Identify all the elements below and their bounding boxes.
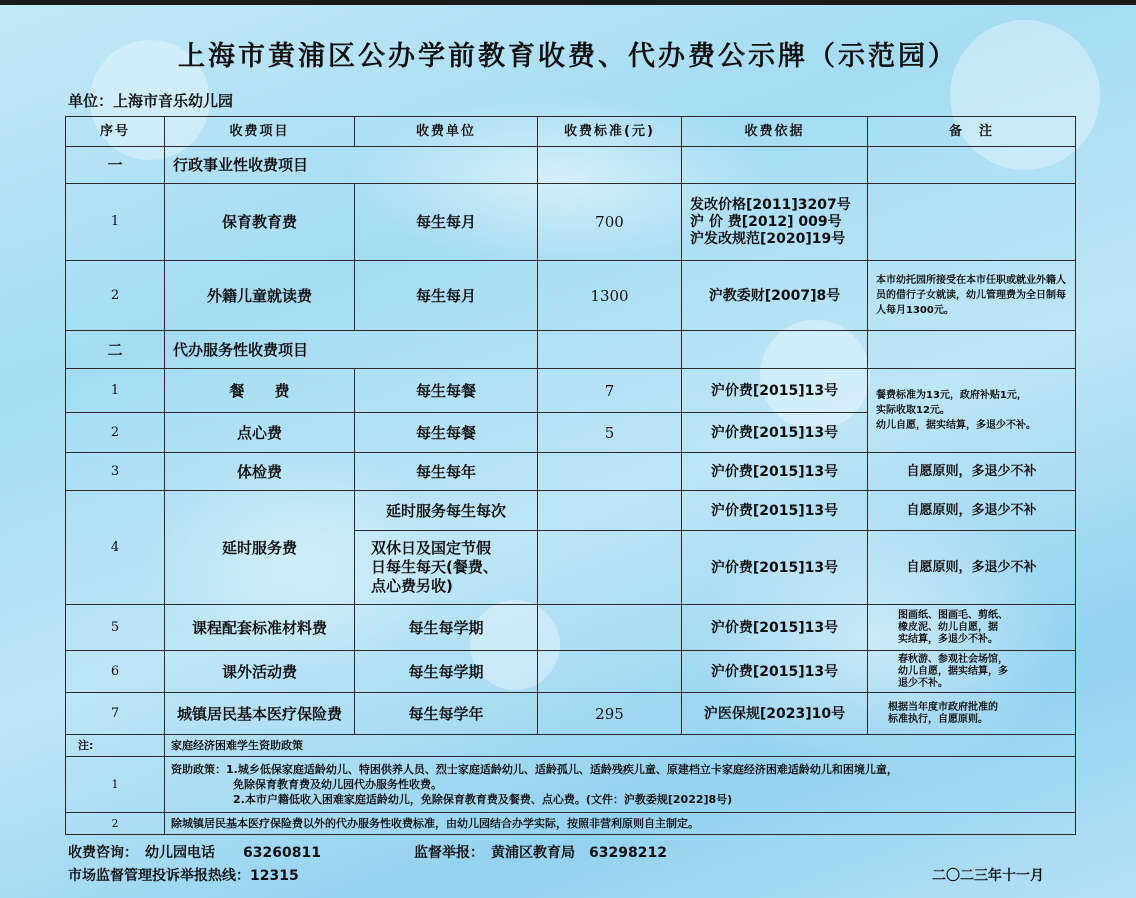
section-row-admin [66,147,1076,184]
row-standard: 7 [538,369,682,413]
row-standard [538,531,682,605]
header-remark: 备 注 [868,117,1076,147]
row-basis: 沪价费[2015]13号 [682,453,868,491]
row-fee-unit: 双休日及国定节假 日每生每天(餐费、 点心费另收) [355,531,538,605]
issue-date: 二〇二三年十一月 [932,868,1044,884]
note-text: 除城镇居民基本医疗保险费以外的代办服务性收费标准，由幼儿园结合办学实际，按照非营利原则自主制定。 [165,813,1076,835]
header-basis: 收费依据 [682,117,868,147]
row-basis: 发改价格[2011]3207号 沪 价 费[2012] 009号 沪发改规范[2020]19号 [682,184,868,261]
row-basis: 沪教委财[2007]8号 [682,261,868,331]
row-fee-unit: 每生每学期 [355,651,538,693]
table-row [66,369,1076,413]
row-remark: 本市幼托园所接受在本市任职或就业外籍人员的借行子女就读，幼儿管理费为全日制每人每月1300元。 [868,261,1076,331]
row-remark: 自愿原则，多退少不补 [868,491,1076,531]
section-seq: 一 [66,147,165,184]
row-item: 体检费 [165,453,355,491]
row-standard: 295 [538,693,682,735]
row-basis: 沪价费[2015]13号 [682,413,868,453]
row-fee-unit: 每生每月 [355,261,538,331]
notes-row [66,757,1076,813]
row-fee-unit: 每生每餐 [355,369,538,413]
table-row [66,651,1076,693]
row-standard: 5 [538,413,682,453]
row-fee-unit: 每生每学年 [355,693,538,735]
row-seq: 6 [66,651,165,693]
fee-consult: 收费咨询： 幼儿园电话 63260811 [68,845,321,861]
row-fee-unit: 每生每月 [355,184,538,261]
row-seq: 1 [66,184,165,261]
header-item: 收费项目 [165,117,355,147]
row-basis: 沪价费[2015]13号 [682,651,868,693]
table-row [66,453,1076,491]
section-seq: 二 [66,331,165,369]
row-standard [538,491,682,531]
notes-row [66,813,1076,835]
row-remark: 春秋游、参观社会场馆， 幼儿自愿，据实结算，多 退少不补。 [868,651,1076,693]
row-fee-unit: 延时服务每生每次 [355,491,538,531]
row-remark: 自愿原则，多退少不补 [868,531,1076,605]
row-item: 保育教育费 [165,184,355,261]
row-basis: 沪医保规[2023]10号 [682,693,868,735]
table-header-row [66,117,1076,147]
table-row [66,261,1076,331]
row-item: 餐 费 [165,369,355,413]
row-standard [538,453,682,491]
row-seq: 7 [66,693,165,735]
table-row [66,605,1076,651]
row-basis: 沪价费[2015]13号 [682,531,868,605]
row-basis: 沪价费[2015]13号 [682,605,868,651]
row-standard: 700 [538,184,682,261]
complaint-hotline: 市场监督管理投诉举报热线：12315 [68,868,299,884]
row-item: 城镇居民基本医疗保险费 [165,693,355,735]
row-fee-unit: 每生每年 [355,453,538,491]
row-item: 外籍儿童就读费 [165,261,355,331]
row-seq: 5 [66,605,165,651]
row-seq: 2 [66,261,165,331]
note-seq: 1 [66,757,165,813]
note-text: 资助政策：1.城乡低保家庭适龄幼儿、特困供养人员、烈士家庭适龄幼儿、适龄孤儿、适龄残疾儿童、原建档立卡家庭经济困难适龄幼儿和困境儿童， 免除保育教育费及幼儿园代办服务性收费。 2.本市户籍低收入困难家庭适龄幼儿，免除保育教育费及餐费、点心费。(文件：沪教委规[2022]8号) [165,757,1076,813]
row-remark: 自愿原则，多退少不补 [868,453,1076,491]
notes-header: 家庭经济困难学生资助政策 [165,735,1076,757]
row-remark [868,184,1076,261]
section-label: 行政事业性收费项目 [165,147,538,184]
row-seq: 2 [66,413,165,453]
table-row [66,184,1076,261]
unit-label: 单位：上海市音乐幼儿园 [68,92,234,110]
section-row-agency [66,331,1076,369]
row-item: 延时服务费 [165,491,355,605]
header-standard: 收费标准(元) [538,117,682,147]
row-item: 课外活动费 [165,651,355,693]
row-basis: 沪价费[2015]13号 [682,369,868,413]
notes-label: 注: [66,735,165,757]
page-title: 上海市黄浦区公办学前教育收费、代办费公示牌（示范园） [178,41,958,72]
row-standard: 1300 [538,261,682,331]
window-top-edge [0,0,1136,5]
fee-table [65,116,1076,835]
notes-header-row [66,735,1076,757]
row-fee-unit: 每生每餐 [355,413,538,453]
header-seq: 序号 [66,117,165,147]
row-seq: 4 [66,491,165,605]
row-basis: 沪价费[2015]13号 [682,491,868,531]
row-remark: 根据当年度市政府批准的 标准执行，自愿原则。 [868,693,1076,735]
row-fee-unit: 每生每学期 [355,605,538,651]
row-item: 点心费 [165,413,355,453]
row-remark: 餐费标准为13元，政府补贴1元， 实际收取12元。 幼儿自愿，据实结算，多退少不补。 [868,369,1076,453]
section-label: 代办服务性收费项目 [165,331,538,369]
row-standard [538,651,682,693]
row-standard [538,605,682,651]
row-seq: 1 [66,369,165,413]
row-remark: 图画纸、图画毛、剪纸、 橡皮泥、幼儿自愿，据 实结算，多退少不补。 [868,605,1076,651]
row-seq: 3 [66,453,165,491]
row-item: 课程配套标准材料费 [165,605,355,651]
table-row [66,491,1076,531]
supervise-report: 监督举报： 黄浦区教育局 63298212 [414,845,667,861]
table-row [66,693,1076,735]
header-fee-unit: 收费单位 [355,117,538,147]
note-seq: 2 [66,813,165,835]
